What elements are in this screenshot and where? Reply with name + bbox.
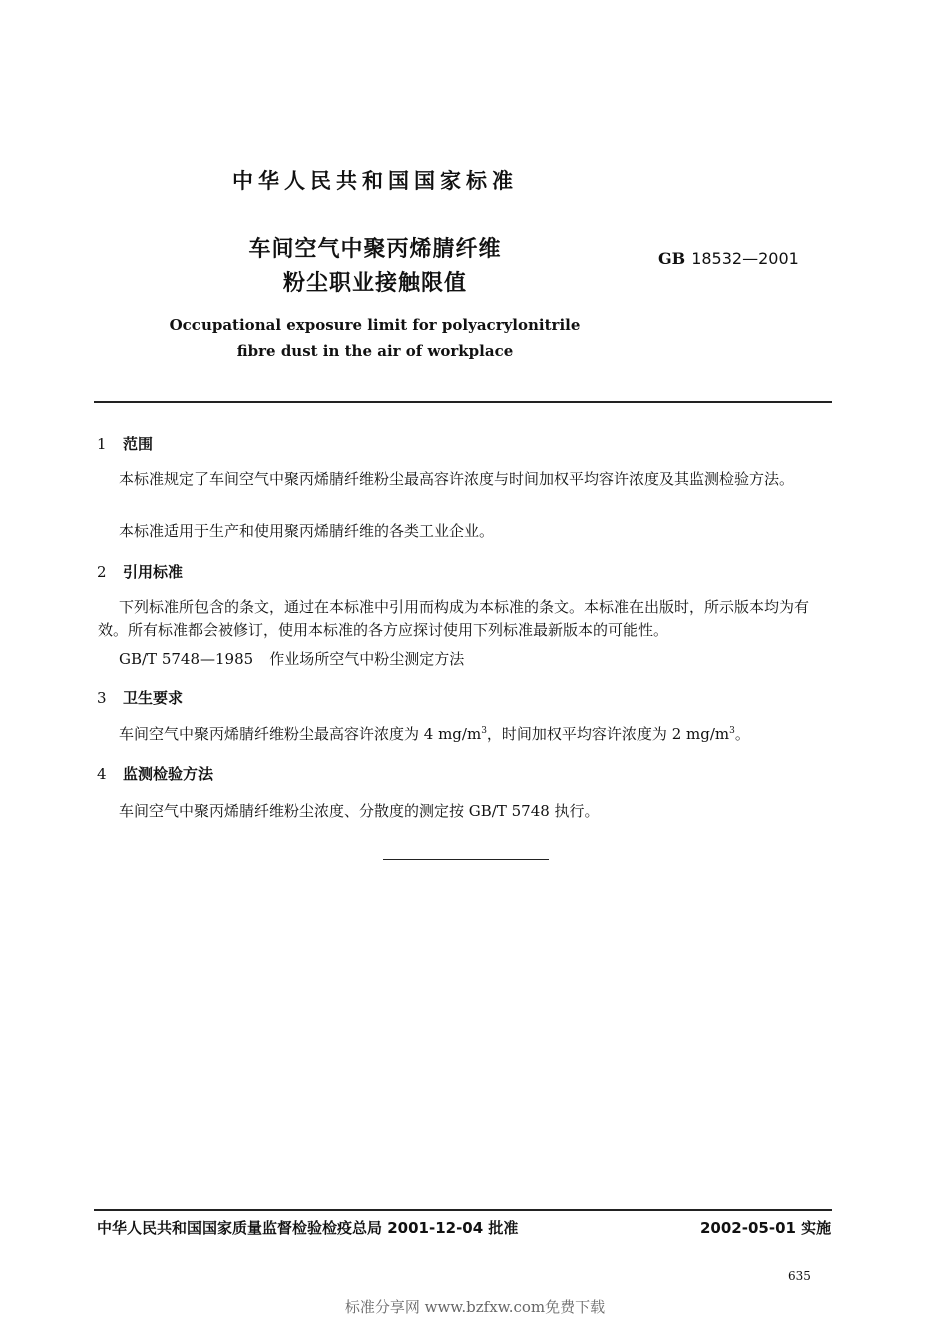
section-2-para-1-text: 下列标准所包含的条文，通过在本标准中引用而构成为本标准的条文。本标准在出版时，所示版本均为有效。所有标准都会被修订，使用本标准的各方应探讨使用下列标准最新版本的可能性。 [98, 598, 810, 639]
section-1-para-1-text: 本标准规定了车间空气中聚丙烯腈纤维粉尘最高容许浓度与时间加权平均容许浓度及其监测检验方法。 [119, 470, 795, 488]
section-2-para-1 [98, 596, 833, 642]
section-1-number: 1 [97, 435, 107, 453]
reference-code: GB/T 5748—1985 [119, 650, 254, 668]
footer-divider [94, 1209, 832, 1211]
implementation-date: 2002-05-01 实施 [700, 1219, 832, 1237]
gb-prefix: GB [658, 249, 686, 268]
section-2-title: 引用标准 [123, 563, 184, 581]
section-3-number: 3 [97, 689, 107, 707]
max-concentration-text: 车间空气中聚丙烯腈纤维粉尘最高容许浓度为 4 mg/m [119, 725, 482, 743]
section-2-number: 2 [97, 563, 107, 581]
section-1-para-2: 本标准适用于生产和使用聚丙烯腈纤维的各类工业企业。 [119, 522, 495, 540]
section-3-heading [97, 687, 183, 708]
section-1-para-1 [98, 468, 833, 491]
superscript-3-a: 3 [481, 726, 487, 736]
gb-number: 18532—2001 [691, 249, 799, 268]
header-divider [94, 401, 832, 403]
section-1-heading [97, 433, 153, 454]
section-2-heading [97, 561, 183, 582]
sentence-end: 。 [734, 725, 750, 743]
section-4-heading [97, 763, 213, 784]
title-cn-line1: 车间空气中聚丙烯腈纤维 [248, 237, 502, 262]
section-4-number: 4 [97, 765, 107, 783]
watermark: 标准分享网 www.bzfxw.com免费下载 [344, 1298, 606, 1316]
reference-line [119, 648, 464, 669]
issuer-approval: 中华人民共和国国家质量监督检验检疫总局 2001-12-04 批准 [97, 1219, 519, 1237]
section-3-para-1 [119, 723, 750, 744]
country-standard-heading: 中华人民共和国国家标准 [232, 168, 518, 193]
gb-code [658, 249, 799, 268]
reference-title: 作业场所空气中粉尘测定方法 [269, 650, 465, 668]
section-4-title: 监测检验方法 [123, 765, 214, 783]
title-en-line1: Occupational exposure limit for polyacrylonitrile [169, 316, 581, 334]
end-divider [383, 859, 549, 860]
section-3-title: 卫生要求 [123, 689, 184, 707]
title-cn-line2: 粉尘职业接触限值 [282, 271, 467, 296]
twa-concentration-text: ，时间加权平均容许浓度为 2 mg/m [486, 725, 730, 743]
superscript-3-b: 3 [729, 726, 735, 736]
section-4-para-1: 车间空气中聚丙烯腈纤维粉尘浓度、分散度的测定按 GB/T 5748 执行。 [119, 802, 600, 820]
section-1-title: 范围 [123, 435, 154, 453]
title-en-line2: fibre dust in the air of workplace [236, 342, 514, 360]
page-number: 635 [788, 1269, 811, 1283]
